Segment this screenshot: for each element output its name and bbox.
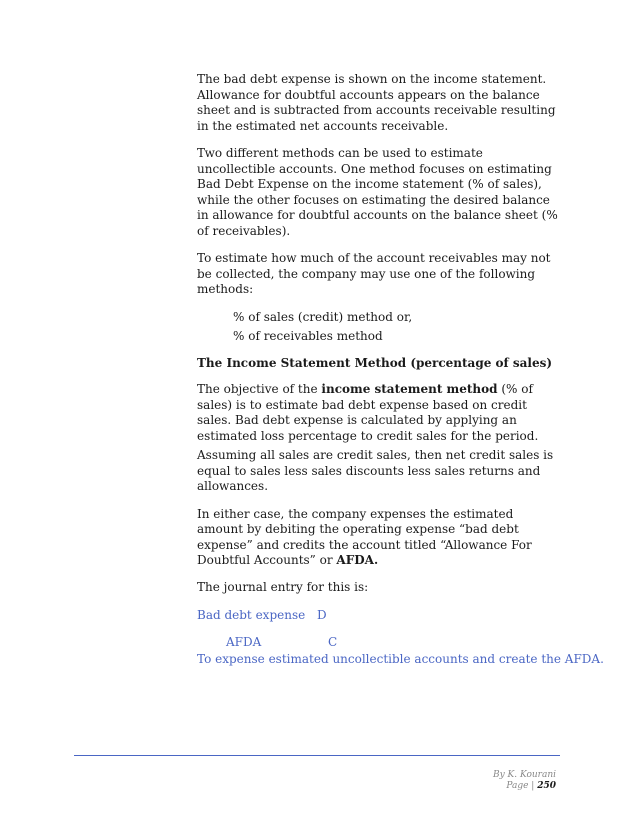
footer-author: By K. Kourani bbox=[492, 770, 556, 780]
objective-text-before: The objective of the bbox=[197, 382, 322, 396]
method-item-sales: % of sales (credit) method or, bbox=[233, 309, 413, 324]
footer-divider bbox=[74, 755, 560, 756]
methods-list bbox=[197, 308, 559, 346]
journal-description: To expense estimated uncollectible accounts and create the AFDA. bbox=[197, 652, 604, 666]
journal-credit-row bbox=[197, 635, 559, 651]
footer-page-label: Page | bbox=[506, 781, 535, 791]
objective-bold-term: income statement method bbox=[321, 382, 498, 396]
paragraph-credit-sales: Assuming all sales are credit sales, then net credit sales is equal to sales less sales discounts less sales returns and allowances. bbox=[197, 448, 554, 493]
journal-entry bbox=[197, 608, 604, 668]
footer-page-number: 250 bbox=[537, 781, 556, 791]
objective-text-after: (% of sales) is to estimate bad debt expense based on credit sales. Bad debt expense is calculated by applying an estimated loss percentage to credit sales for the period. bbox=[197, 382, 539, 443]
paragraph-bad-debt-intro: The bad debt expense is shown on the income statement. Allowance for doubtful accounts appears on the balance sheet and is subtracted from accounts receivable resulting in the estimated net accounts receivable. bbox=[197, 72, 556, 133]
journal-credit-marker: C bbox=[328, 635, 338, 649]
page-content bbox=[197, 72, 604, 668]
paragraph-expense-entry bbox=[197, 507, 559, 569]
journal-credit-account: AFDA bbox=[226, 635, 262, 649]
paragraph-journal-intro: The journal entry for this is: bbox=[197, 579, 369, 594]
journal-debit-marker: D bbox=[317, 608, 327, 622]
footer-page bbox=[493, 781, 556, 792]
paragraph-two-methods: Two different methods can be used to estimate uncollectible accounts. One method focuses on estimating Bad Debt Expense on the income statement (% of sales), while the other focuses on estimating the desired balance in allowance for doubtful accounts on the balance sheet (% of receivables). bbox=[197, 146, 558, 238]
page-footer bbox=[493, 770, 556, 792]
expense-text: In either case, the company expenses the estimated amount by debiting the operating expense “bad debt expense” and credits the account titled “Allowance For Doubtful Accounts” or bbox=[197, 506, 532, 567]
journal-debit-account: Bad debt expense bbox=[197, 608, 306, 622]
journal-debit-row bbox=[197, 608, 559, 624]
afda-bold-term: AFDA. bbox=[336, 553, 379, 567]
paragraph-objective bbox=[197, 382, 559, 444]
paragraph-estimate-methods: To estimate how much of the account receivables may not be collected, the company may use one of the following methods: bbox=[197, 251, 551, 296]
section-heading: The Income Statement Method (percentage of sales) bbox=[197, 355, 553, 370]
method-item-receivables: % of receivables method bbox=[233, 328, 383, 343]
